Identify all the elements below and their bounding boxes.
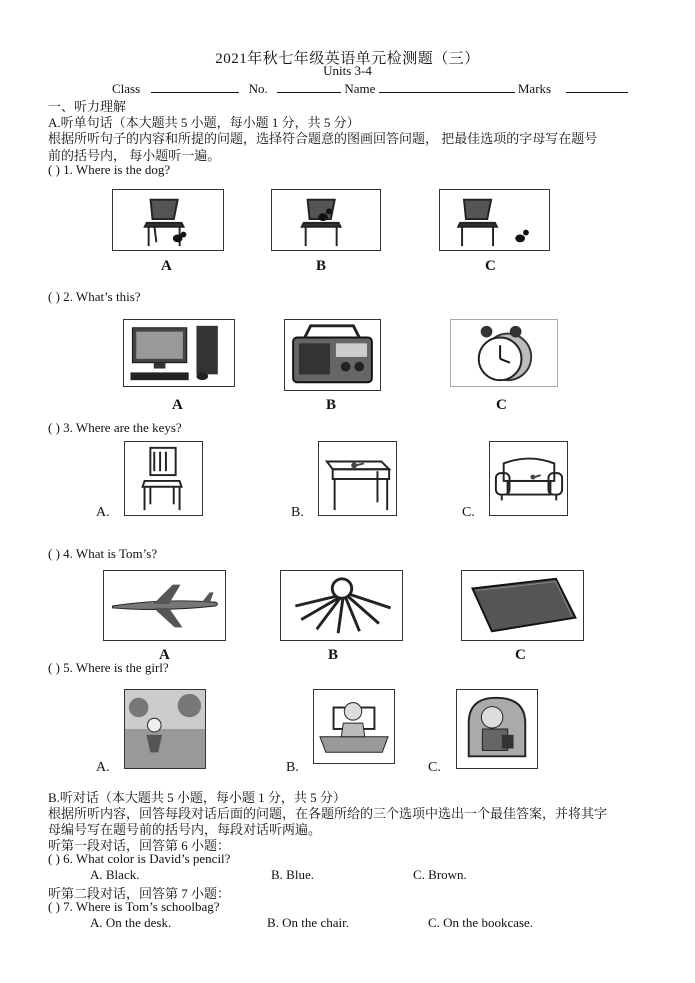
question-7: ( ) 7. Where is Tom’s schoolbag? [48, 899, 220, 914]
option-label: A [159, 647, 170, 663]
name-label: Name [344, 81, 376, 96]
option-label: B [326, 397, 337, 413]
option-label: C. [428, 760, 441, 775]
option-label: A. [96, 760, 110, 775]
dialog-1-heading: 听第一段对话，回答第 6 小题： [48, 838, 231, 853]
chair-image[interactable] [124, 441, 203, 516]
girl-in-park-image[interactable] [124, 689, 206, 769]
dog-beside-chair-image[interactable] [439, 189, 550, 251]
option-label: C [515, 647, 526, 663]
question-1: ( ) 1. Where is the dog? [48, 162, 171, 177]
no-field[interactable] [277, 80, 341, 93]
section-heading: 一、听力理解 [48, 99, 127, 114]
notebook-image[interactable] [461, 570, 584, 641]
no-label: No. [248, 81, 268, 96]
option-label: C [496, 397, 507, 413]
class-label: Class [112, 81, 141, 96]
alarm-clock-image[interactable] [450, 319, 558, 387]
dog-under-chair-image[interactable] [112, 189, 224, 251]
part-a-instruction-2: 前的括号内， 每小题听一遍。 [48, 148, 221, 163]
option-label: A. [96, 505, 110, 520]
option-label: C [485, 258, 496, 274]
page-title: 2021年秋七年级英语单元检测题（三） [215, 51, 480, 67]
name-field[interactable] [379, 80, 515, 93]
part-a-title: A.听单句话（本大题共 5 小题，每小题 1 分，共 5 分） [48, 115, 360, 130]
keys-image[interactable] [280, 570, 403, 641]
girl-in-armchair-image[interactable] [456, 689, 538, 769]
student-info-row [112, 80, 628, 97]
option-label: C. [462, 505, 475, 520]
radio-image[interactable] [284, 319, 381, 391]
question-3: ( ) 3. Where are the keys? [48, 420, 182, 435]
dog-on-chair-image[interactable] [271, 189, 381, 251]
part-a-instruction-1: 根据所听句子的内容和所提的问题，选择符合题意的图画回答问题， 把最佳选项的字母写在题号 [48, 131, 598, 146]
class-field[interactable] [151, 80, 239, 93]
option-label: B. [286, 760, 299, 775]
option-label: B [316, 258, 327, 274]
marks-field[interactable] [566, 80, 628, 93]
option-label: A [172, 397, 183, 413]
q7-option-b: B. On the chair. [267, 915, 349, 930]
q6-option-c: C. Brown. [413, 867, 467, 882]
option-label: B. [291, 505, 304, 520]
part-b-instruction-1: 根据所听内容，回答每段对话后面的问题，在各题所给的三个选项中选出一个最佳答案，并将其字 [48, 806, 608, 821]
q6-option-b: B. Blue. [271, 867, 314, 882]
part-b-instruction-2: 母编号写在题号前的括号内，每段对话听两遍。 [48, 822, 322, 837]
airplane-image[interactable] [103, 570, 226, 641]
girl-in-bed-image[interactable] [313, 689, 395, 764]
sofa-with-keys-image[interactable] [489, 441, 568, 516]
computer-image[interactable] [123, 319, 235, 387]
marks-label: Marks [517, 81, 552, 96]
option-label: B [328, 647, 339, 663]
dialog-2-heading: 听第二段对话，回答第 7 小题： [48, 886, 231, 901]
question-5: ( ) 5. Where is the girl? [48, 660, 169, 675]
question-6: ( ) 6. What color is David’s pencil? [48, 851, 231, 866]
q6-option-a: A. Black. [90, 867, 140, 882]
page-subtitle: Units 3-4 [323, 63, 372, 78]
q7-option-c: C. On the bookcase. [428, 915, 534, 930]
part-b-title: B.听对话（本大题共 5 小题，每小题 1 分，共 5 分） [48, 790, 346, 805]
question-4: ( ) 4. What is Tom’s? [48, 546, 158, 561]
option-label: A [161, 258, 172, 274]
q7-option-a: A. On the desk. [90, 915, 172, 930]
question-2: ( ) 2. What’s this? [48, 289, 141, 304]
table-with-keys-image[interactable] [318, 441, 397, 516]
